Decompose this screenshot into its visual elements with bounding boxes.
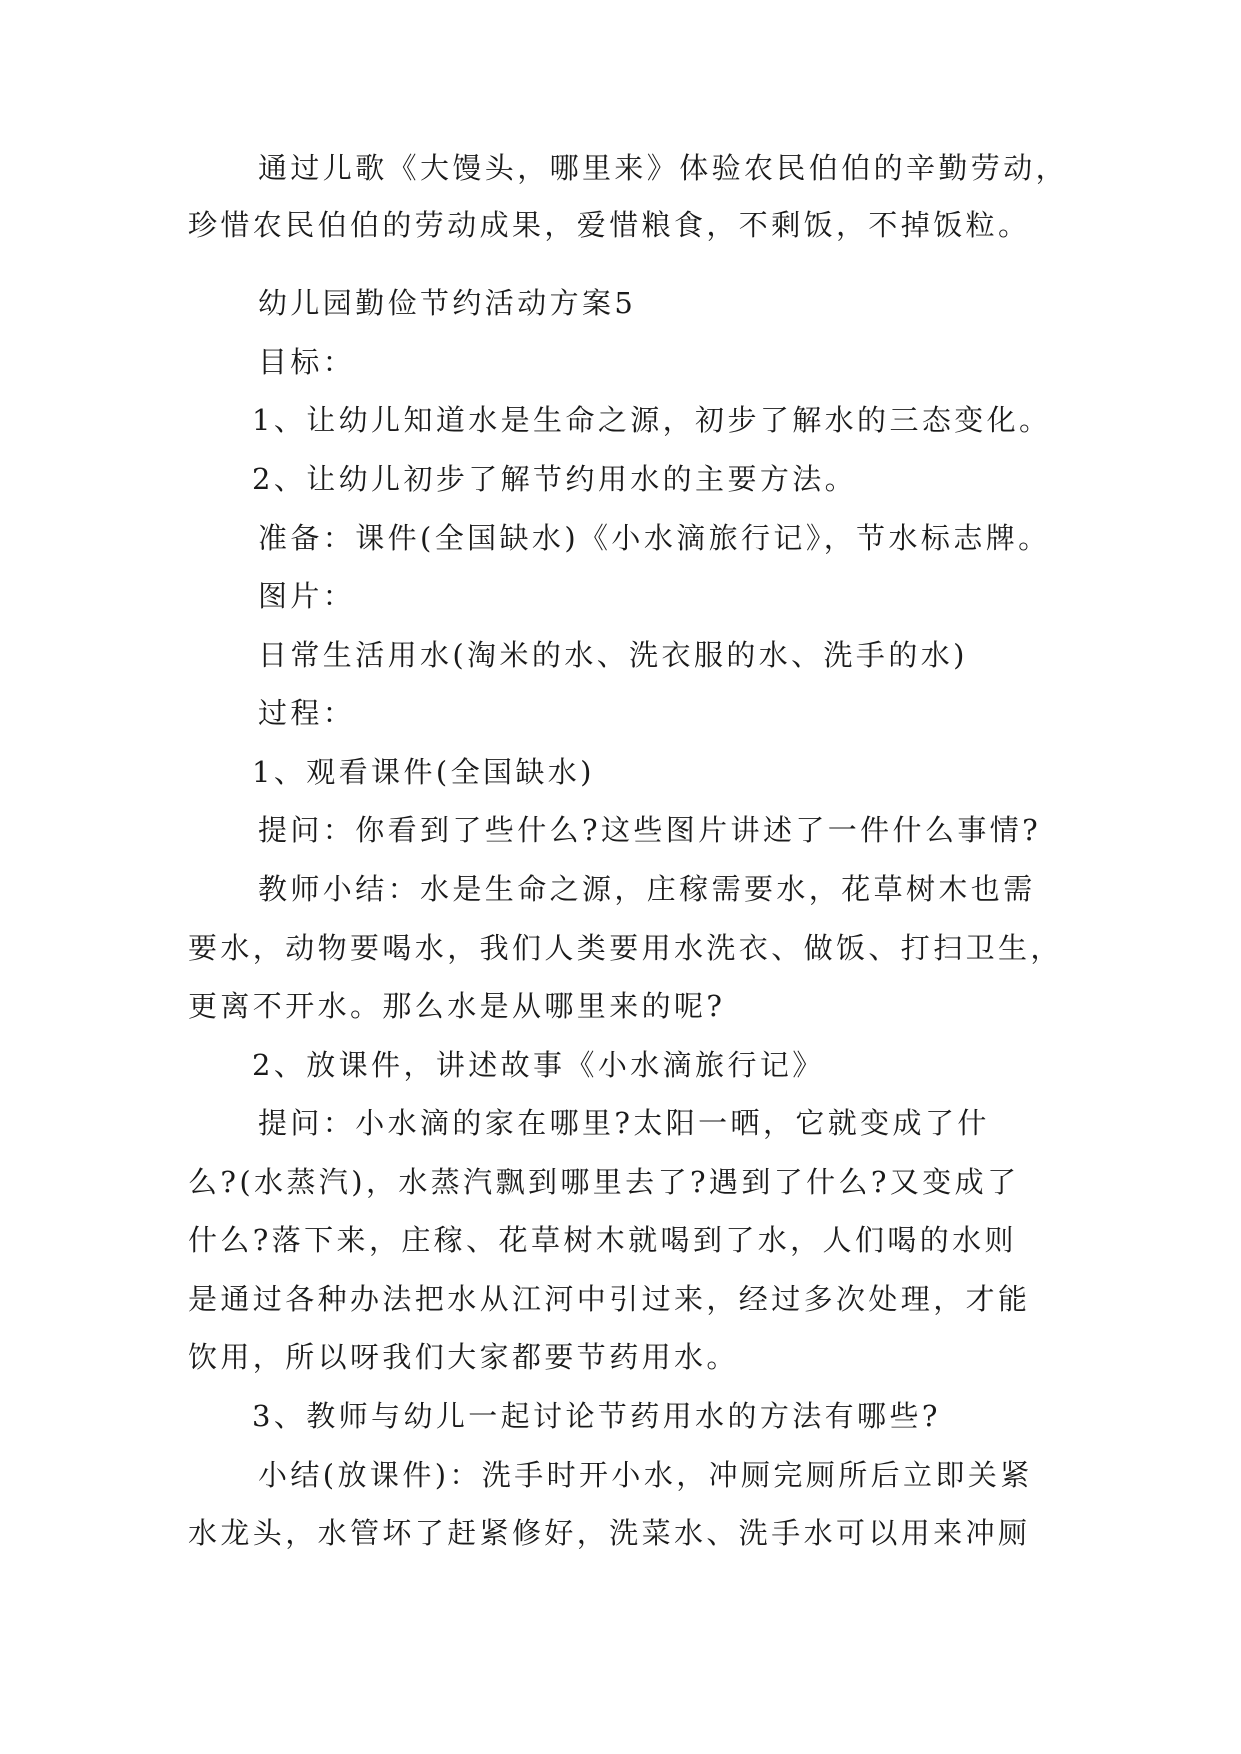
paragraph-line: 图片： [258, 579, 356, 613]
paragraph-line: 水龙头，水管坏了赶紧修好，洗菜水、洗手水可以用来冲厕 [188, 1516, 1031, 1550]
paragraph-line: 1、观看课件(全国缺水) [252, 755, 595, 789]
paragraph-line: 饮用，所以呀我们大家都要节药用水。 [188, 1340, 739, 1374]
paragraph-line: 2、放课件，讲述故事《小水滴旅行记》 [252, 1048, 825, 1082]
paragraph-line: 珍惜农民伯伯的劳动成果，爱惜粮食，不剩饭，不掉饭粒。 [188, 208, 1031, 242]
paragraph-line: 目标： [258, 345, 356, 379]
paragraph-line: 么?(水蒸汽)，水蒸汽飘到哪里去了?遇到了什么?又变成了 [188, 1165, 1020, 1199]
paragraph-line: 3、教师与幼儿一起讨论节药用水的方法有哪些? [252, 1399, 941, 1433]
paragraph-line: 小结(放课件)：洗手时开小水，冲厕完厕所后立即关紧 [258, 1458, 1033, 1492]
paragraph-line: 教师小结：水是生命之源，庄稼需要水，花草树木也需 [258, 872, 1036, 906]
section-heading: 幼儿园勤俭节约活动方案5 [258, 286, 637, 320]
paragraph-line: 2、让幼儿初步了解节约用水的主要方法。 [252, 462, 858, 496]
paragraph-line: 日常生活用水(淘米的水、洗衣服的水、洗手的水) [258, 638, 968, 672]
paragraph-line: 提问：你看到了些什么?这些图片讲述了一件什么事情? [258, 813, 1042, 847]
paragraph-line: 通过儿歌《大馒头，哪里来》体验农民伯伯的辛勤劳动， [258, 151, 1069, 185]
paragraph-line: 提问：小水滴的家在哪里?太阳一晒，它就变成了什 [258, 1106, 990, 1140]
paragraph-line: 更离不开水。那么水是从哪里来的呢? [188, 989, 726, 1023]
paragraph-line: 准备：课件(全国缺水)《小水滴旅行记》，节水标志牌。 [258, 521, 1051, 555]
paragraph-line: 过程： [258, 696, 356, 730]
paragraph-line: 什么?落下来，庄稼、花草树木就喝到了水，人们喝的水则 [188, 1223, 1017, 1257]
paragraph-line: 是通过各种办法把水从江河中引过来，经过多次处理，才能 [188, 1282, 1031, 1316]
paragraph-line: 要水，动物要喝水，我们人类要用水洗衣、做饭、打扫卫生， [188, 931, 1063, 965]
paragraph-line: 1、让幼儿知道水是生命之源，初步了解水的三态变化。 [252, 403, 1052, 437]
